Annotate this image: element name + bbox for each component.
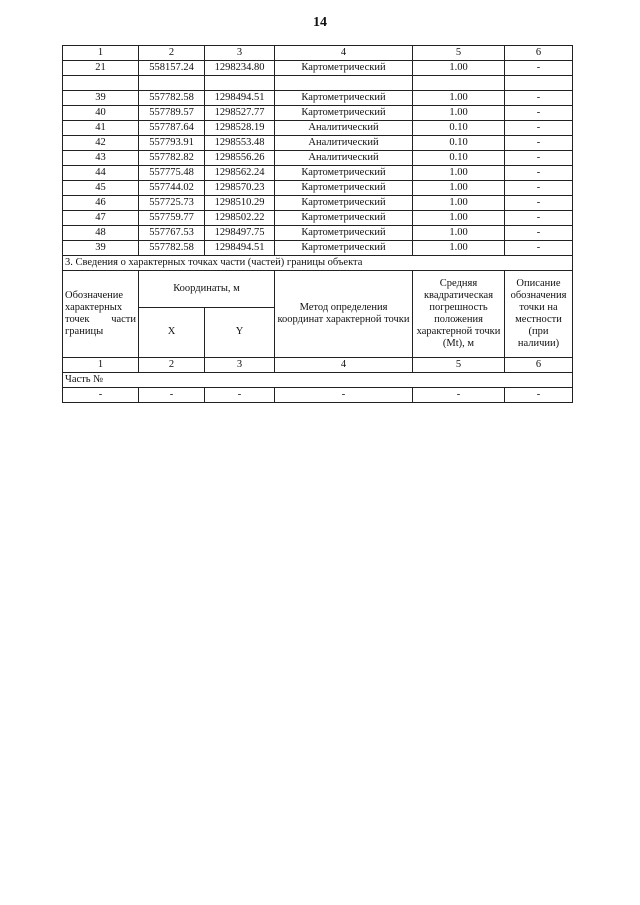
table-row	[63, 181, 573, 196]
point-number: 44	[63, 166, 139, 181]
description: -	[505, 61, 573, 76]
description: -	[505, 136, 573, 151]
description: -	[505, 91, 573, 106]
column-number: 3	[205, 358, 275, 373]
description: -	[505, 106, 573, 121]
column-number: 6	[505, 358, 573, 373]
coord-y: 1298528.19	[205, 121, 275, 136]
table-row	[63, 61, 573, 76]
table-row	[63, 241, 573, 256]
coord-y: 1298562.24	[205, 166, 275, 181]
description: -	[505, 166, 573, 181]
error: 0.10	[413, 136, 505, 151]
coord-y: 1298553.48	[205, 136, 275, 151]
point-number: 39	[63, 241, 139, 256]
point-number: 48	[63, 226, 139, 241]
coord-x: 557767.53	[139, 226, 205, 241]
point-number: 46	[63, 196, 139, 211]
method: Картометрический	[275, 61, 413, 76]
coord-x: 558157.24	[139, 61, 205, 76]
method: Картометрический	[275, 196, 413, 211]
table-row	[63, 121, 573, 136]
column-number: 1	[63, 46, 139, 61]
placeholder-cell: -	[139, 388, 205, 403]
section-title-row	[63, 256, 573, 271]
method: Картометрический	[275, 226, 413, 241]
coord-y: 1298502.22	[205, 211, 275, 226]
error: 1.00	[413, 211, 505, 226]
coord-x: 557775.48	[139, 166, 205, 181]
error: 1.00	[413, 196, 505, 211]
error: 1.00	[413, 226, 505, 241]
method: Картометрический	[275, 106, 413, 121]
section-title: 3. Сведения о характерных точках части (частей) границы объекта	[63, 256, 573, 271]
point-number: 39	[63, 91, 139, 106]
column-number: 1	[63, 358, 139, 373]
column-number: 4	[275, 46, 413, 61]
part-label: Часть №	[63, 373, 573, 388]
description: -	[505, 211, 573, 226]
coordinates-table	[62, 45, 573, 403]
section-header-row	[63, 271, 573, 308]
coord-y: 1298570.23	[205, 181, 275, 196]
placeholder-cell: -	[275, 388, 413, 403]
column-number: 4	[275, 358, 413, 373]
error: 0.10	[413, 121, 505, 136]
column-number: 5	[413, 358, 505, 373]
coord-x: 557725.73	[139, 196, 205, 211]
coords-header: Координаты, м	[139, 271, 275, 308]
error: 1.00	[413, 91, 505, 106]
table-row	[63, 211, 573, 226]
method: Аналитический	[275, 136, 413, 151]
coord-x: 557789.57	[139, 106, 205, 121]
y-header: Y	[205, 308, 275, 358]
placeholder-cell: -	[413, 388, 505, 403]
coord-x: 557793.91	[139, 136, 205, 151]
page-number: 14	[313, 15, 327, 30]
placeholder-cell: -	[205, 388, 275, 403]
table-row	[63, 226, 573, 241]
coord-y: 1298234.80	[205, 61, 275, 76]
coord-y: 1298494.51	[205, 241, 275, 256]
description: -	[505, 226, 573, 241]
column-number: 6	[505, 46, 573, 61]
point-number: 43	[63, 151, 139, 166]
column-number-row	[63, 46, 573, 61]
coord-x: 557782.58	[139, 241, 205, 256]
point-number: 47	[63, 211, 139, 226]
coord-y: 1298556.26	[205, 151, 275, 166]
method-header: Метод определения координат характерной точки	[275, 271, 413, 358]
description: -	[505, 241, 573, 256]
column-number: 5	[413, 46, 505, 61]
coord-x: 557782.82	[139, 151, 205, 166]
coord-y: 1298510.29	[205, 196, 275, 211]
coord-y: 1298527.77	[205, 106, 275, 121]
description: -	[505, 151, 573, 166]
description: -	[505, 121, 573, 136]
method: Картометрический	[275, 91, 413, 106]
description: -	[505, 181, 573, 196]
error: 1.00	[413, 106, 505, 121]
table-row	[63, 91, 573, 106]
coord-x: 557759.77	[139, 211, 205, 226]
coord-y: 1298494.51	[205, 91, 275, 106]
placeholder-cell: -	[505, 388, 573, 403]
description: -	[505, 196, 573, 211]
coord-y: 1298497.75	[205, 226, 275, 241]
column-number: 2	[139, 46, 205, 61]
coord-x: 557787.64	[139, 121, 205, 136]
method: Аналитический	[275, 121, 413, 136]
point-number: 42	[63, 136, 139, 151]
point-number: 21	[63, 61, 139, 76]
table-row	[63, 106, 573, 121]
error-header: Средняя квадратическая погрешность положения характерной точки (Mt), м	[413, 271, 505, 358]
error: 1.00	[413, 61, 505, 76]
table-row	[63, 136, 573, 151]
column-number: 3	[205, 46, 275, 61]
error: 0.10	[413, 151, 505, 166]
coord-x: 557782.58	[139, 91, 205, 106]
table-row	[63, 388, 573, 403]
method: Картометрический	[275, 181, 413, 196]
part-row	[63, 373, 573, 388]
point-number: 40	[63, 106, 139, 121]
error: 1.00	[413, 181, 505, 196]
table-row	[63, 151, 573, 166]
method: Картометрический	[275, 166, 413, 181]
column-number-row	[63, 358, 573, 373]
x-header: X	[139, 308, 205, 358]
error: 1.00	[413, 241, 505, 256]
method: Картометрический	[275, 241, 413, 256]
placeholder-cell: -	[63, 388, 139, 403]
coord-x: 557744.02	[139, 181, 205, 196]
error: 1.00	[413, 166, 505, 181]
table-row	[63, 166, 573, 181]
point-number: 45	[63, 181, 139, 196]
description-header: Описание обозначения точки на местности (при наличии)	[505, 271, 573, 358]
column-number: 2	[139, 358, 205, 373]
point-designation-header: Обозначение характерных точек части границы	[63, 271, 139, 358]
point-number: 41	[63, 121, 139, 136]
table-row	[63, 196, 573, 211]
method: Аналитический	[275, 151, 413, 166]
spacer-row	[63, 76, 573, 91]
method: Картометрический	[275, 211, 413, 226]
